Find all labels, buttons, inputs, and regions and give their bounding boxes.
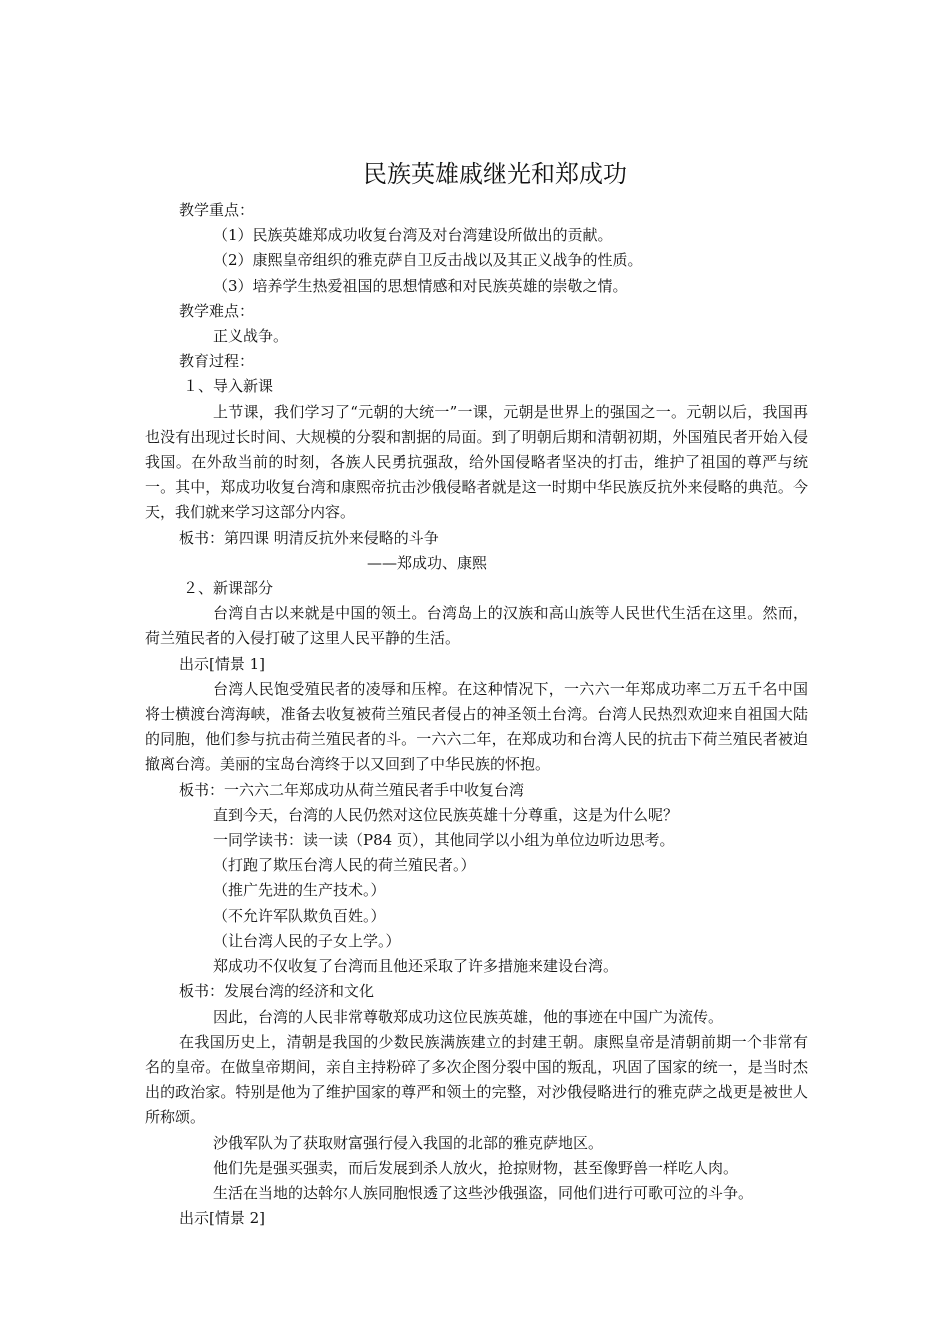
paragraph-kangxi: 在我国历史上，清朝是我国的少数民族满族建立的封建王朝。康熙皇帝是清朝前期一个非常有名的皇帝。在做皇帝期间，亲自主持粉碎了多次企图分裂中国的叛乱，巩固了国家的统一，是当时杰出的政治家。特别是他为了维护国家的尊严和领土的完整，对沙俄侵略进行的雅克萨之战更是被世人所称颂。: [145, 1032, 808, 1127]
paragraph-taiwan: 台湾自古以来就是中国的领土。台湾岛上的汉族和高山族等人民世代生活在这里。然而，荷兰殖民者的入侵打破了这里人民平静的生活。: [145, 604, 808, 648]
answer-1: （打跑了欺压台湾人民的荷兰殖民者。）: [213, 856, 476, 875]
board-note-3: 板书：发展台湾的经济和文化: [179, 982, 375, 1001]
answer-2: （推广先进的生产技术。）: [213, 881, 386, 900]
difficulty-text: 正义战争。: [213, 327, 289, 346]
paragraph-yaksa-2: 他们先是强买强卖，而后发展到杀人放火，抢掠财物，甚至像野兽一样吃人肉。: [213, 1158, 739, 1177]
answer-4: （让台湾人民的子女上学。）: [213, 931, 401, 950]
summary-2: 因此，台湾的人民非常尊敬郑成功这位民族英雄，他的事迹在中国广为流传。: [213, 1007, 724, 1026]
paragraph-yaksa-1: 沙俄军队为了获取财富强行侵入我国的北部的雅克萨地区。: [213, 1133, 604, 1152]
section-heading-2: ２、新课部分: [183, 579, 274, 598]
board-note-2: 板书：一六六二年郑成功从荷兰殖民者手中收复台湾: [179, 780, 525, 799]
key-point-3: （3）培养学生热爱祖国的思想情感和对民族英雄的崇敬之情。: [213, 276, 628, 295]
key-point-1: （1）民族英雄郑成功收复台湾及对台湾建设所做出的贡献。: [213, 226, 613, 245]
board-note-1: 板书：第四课 明清反抗外来侵略的斗争: [179, 528, 439, 547]
difficulty-heading: 教学难点：: [179, 301, 255, 320]
section-heading-1: １、导入新课: [183, 377, 274, 396]
scene-label-2: 出示[情景 2]: [179, 1209, 266, 1228]
document-body: [145, 198, 808, 1231]
paragraph-intro: 上节课，我们学习了“元朝的大统一”一课，元朝是世界上的强国之一。元朝以后，我国再也没有出现过长时间、大规模的分裂和割据的局面。到了明朝后期和清朝初期，外国殖民者开始入侵我国。在外敌当前的时刻，各族人民勇抗强敌，给外国侵略者坚决的打击，维护了祖国的尊严与统一。其中，郑成功收复台湾和康熙帝抗击沙俄侵略者就是这一时期中华民族反抗外来侵略的典范。今天，我们就来学习这部分内容。: [145, 402, 808, 522]
scene-label-1: 出示[情景 1]: [179, 654, 266, 673]
key-point-2: （2）康熙皇帝组织的雅克萨自卫反击战以及其正义战争的性质。: [213, 251, 643, 270]
key-points-heading: 教学重点：: [179, 201, 255, 219]
process-heading: 教育过程：: [179, 352, 255, 371]
question-text: 直到今天，台湾的人民仍然对这位民族英雄十分尊重，这是为什么呢？: [213, 805, 679, 824]
document-title: 民族英雄戚继光和郑成功: [363, 160, 627, 188]
board-note-1-subtitle: ——郑成功、康熙: [367, 553, 488, 572]
paragraph-scene-1: 台湾人民饱受殖民者的凌辱和压榨。在这种情况下，一六六一年郑成功率二万五千名中国将士横渡台湾海峡，准备去收复被荷兰殖民者侵占的神圣领土台湾。台湾人民热烈欢迎来自祖国大陆的同胞，他们参与抗击荷兰殖民者的斗。一六六二年，在郑成功和台湾人民的抗击下荷兰殖民者被迫撤离台湾。美丽的宝岛台湾终于以又回到了中华民族的怀抱。: [145, 679, 808, 774]
paragraph-yaksa-3: 生活在当地的达斡尔人族同胞恨透了这些沙俄强盗，同他们进行可歌可泣的斗争。: [213, 1183, 754, 1202]
summary-1: 郑成功不仅收复了台湾而且他还采取了许多措施来建设台湾。: [213, 957, 619, 976]
reading-instruction: 一同学读书：读一读（P84 页），其他同学以小组为单位边听边思考。: [213, 831, 675, 850]
answer-3: （不允许军队欺负百姓。）: [213, 906, 386, 925]
